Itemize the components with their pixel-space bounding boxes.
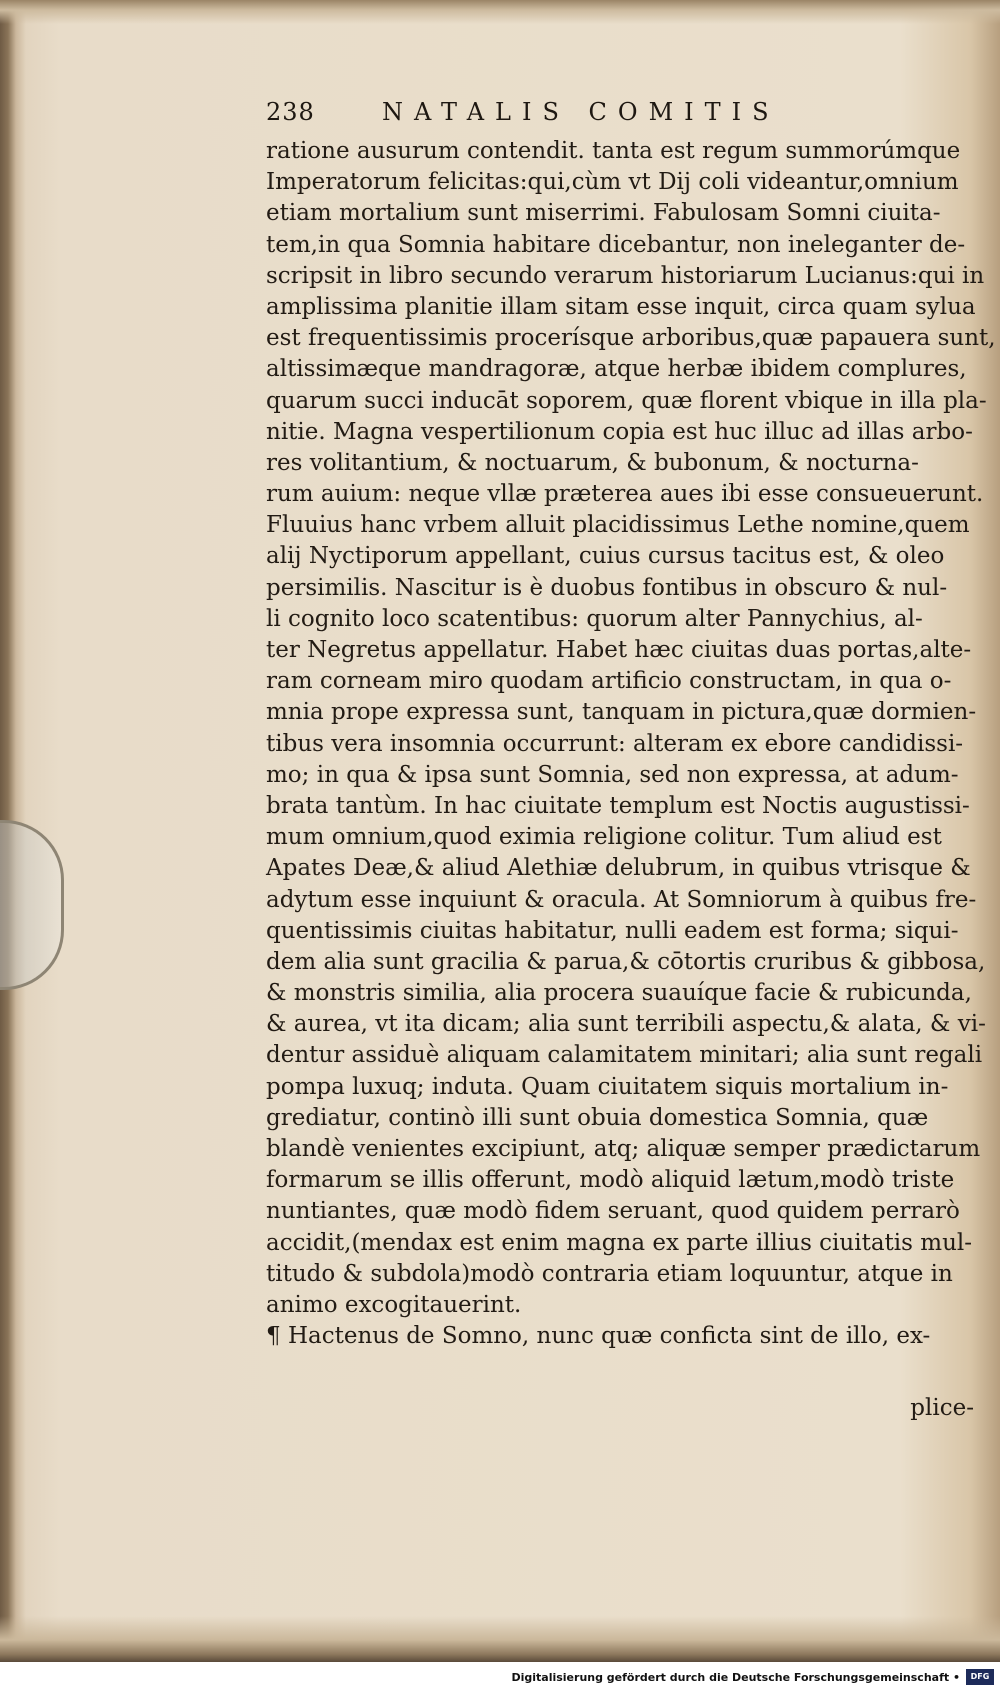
body-text: [266, 136, 996, 1352]
text-line: mo; in qua & ipsa sunt Somnia, sed non expressa, at adum-: [266, 761, 959, 788]
catchword: plice-: [910, 1395, 974, 1421]
text-line: accidit,(mendax est enim magna ex parte illius ciuitatis mul-: [266, 1229, 973, 1256]
text-line: rum auium: neque vllæ præterea aues ibi esse consueuerunt.: [266, 481, 984, 508]
text-line: est frequentissimis procerísque arboribus,quæ papauera sunt,: [266, 325, 996, 352]
text-line: ram corneam miro quodam artificio constructam, in qua o-: [266, 668, 952, 695]
book-clasp: [0, 820, 64, 990]
text-line: blandè venientes excipiunt, atq; aliquæ semper prædictarum: [266, 1136, 981, 1162]
digitization-note: Digitalisierung gefördert durch die Deutsche Forschungsgemeinschaft •: [511, 1671, 960, 1684]
text-line: formarum se illis offerunt, modò aliquid lætum,modò triste: [266, 1167, 955, 1194]
text-line: quentissimis ciuitas habitatur, nulli eadem est forma; siqui-: [266, 917, 959, 944]
text-line: ter Negretus appellatur. Habet hæc ciuitas duas portas,alte-: [266, 637, 972, 663]
text-line: alij Nyctiporum appellant, cuius cursus tacitus est, & oleo: [266, 543, 945, 570]
text-line: animo excogitauerint.: [266, 1291, 522, 1318]
text-line: persimilis. Nascitur is è duobus fontibus in obscuro & nul-: [266, 574, 948, 601]
text-line: amplissima planitie illam sitam esse inquit, circa quam sylua: [266, 293, 976, 320]
text-line: etiam mortalium sunt miserrimi. Fabulosam Somni ciuita-: [266, 200, 941, 227]
text-line: adytum esse inquiunt & oracula. At Somniorum à quibus fre-: [266, 886, 977, 913]
text-line: ¶ Hactenus de Somno, nunc quæ conficta sint de illo, ex-: [266, 1323, 931, 1350]
text-line: mum omnium,quod eximia religione colitur. Tum aliud est: [266, 824, 942, 851]
text-line: & aurea, vt ita dicam; alia sunt terribili aspectu,& alata, & vi-: [266, 1011, 986, 1038]
text-line: tibus vera insomnia occurrunt: alteram ex ebore candidissi-: [266, 730, 964, 757]
page-top-edge: [0, 0, 1000, 24]
text-line: Fluuius hanc vrbem alluit placidissimus Lethe nomine,quem: [266, 512, 970, 539]
page-bottom-edge: [0, 1616, 1000, 1662]
text-line: nuntiantes, quæ modò fidem seruant, quod quidem perrarò: [266, 1198, 960, 1225]
page-number: 238: [266, 98, 315, 126]
text-line: Apates Deæ,& aliud Alethiæ delubrum, in quibus vtrisque &: [266, 855, 971, 882]
text-line: ratione ausurum contendit. tanta est regum summorúmque: [266, 138, 961, 164]
text-line: pompa luxuq; induta. Quam ciuitatem siquis mortalium in-: [266, 1073, 949, 1100]
text-line: quarum succi inducāt soporem, quæ florent vbique in illa pla-: [266, 387, 987, 414]
text-line: mnia prope expressa sunt, tanquam in pictura,quæ dormien-: [266, 699, 977, 726]
digitization-footer: [0, 1662, 1000, 1694]
text-line: scripsit in libro secundo verarum historiarum Lucianus:qui in: [266, 262, 985, 289]
text-line: Imperatorum felicitas:qui,cùm vt Dij coli videantur,omnium: [266, 169, 959, 196]
text-line: res volitantium, & noctuarum, & bubonum, & nocturna-: [266, 449, 919, 476]
text-line: tem,in qua Somnia habitare dicebantur, non ineleganter de-: [266, 231, 966, 258]
text-line: dentur assiduè aliquam calamitatem minitari; alia sunt regali: [266, 1042, 983, 1069]
dfg-logo: DFG: [966, 1669, 994, 1685]
text-line: li cognito loco scatentibus: quorum alter Pannychius, al-: [266, 605, 923, 632]
text-line: brata tantùm. In hac ciuitate templum est Noctis augustissi-: [266, 792, 970, 819]
text-line: & monstris similia, alia procera suauíque facie & rubicunda,: [266, 980, 972, 1007]
text-line: dem alia sunt gracilia & parua,& cōtortis cruribus & gibbosa,: [266, 948, 986, 975]
running-title: NATALIS COMITIS: [382, 98, 780, 126]
text-line: grediatur, continò illi sunt obuia domestica Somnia, quæ: [266, 1104, 929, 1131]
text-line: nitie. Magna vespertilionum copia est huc illuc ad illas arbo-: [266, 418, 973, 445]
text-line: titudo & subdola)modò contraria etiam loquuntur, atque in: [266, 1260, 953, 1287]
text-line: altissimæque mandragoræ, atque herbæ ibidem complures,: [266, 356, 967, 383]
page-header: [266, 98, 826, 132]
